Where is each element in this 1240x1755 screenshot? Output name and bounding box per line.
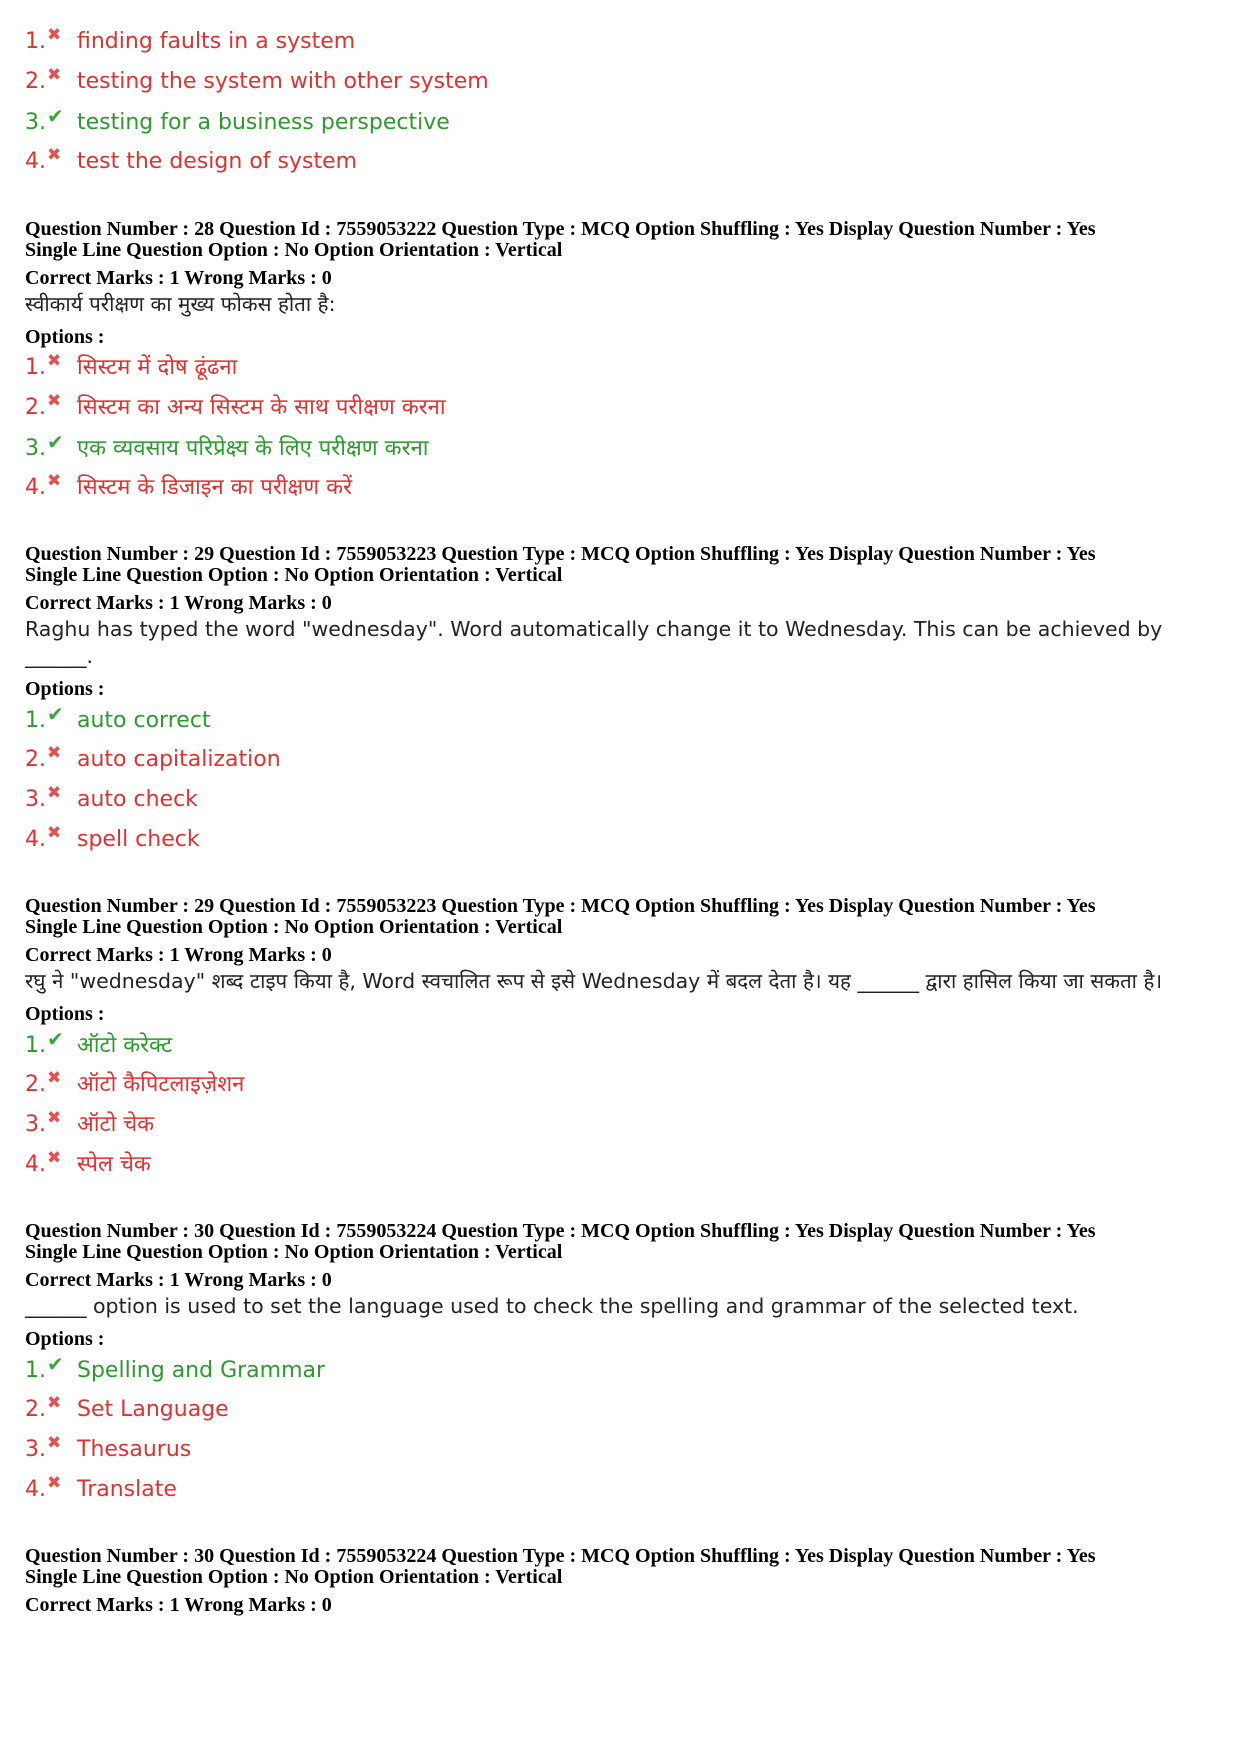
option-item	[25, 1350, 1240, 1390]
option-text: Spelling and Grammar	[77, 1358, 326, 1383]
option-number: 2.	[25, 395, 46, 420]
question-marks: Correct Marks : 1 Wrong Marks : 0	[25, 1594, 332, 1616]
question-meta-line1: Question Number : 30 Question Id : 7559053224 Question Type : MCQ Option Shuffling : Yes Display Question Number : Yes	[25, 1220, 1096, 1242]
cross-icon: ✖	[47, 1473, 62, 1493]
option-text: Set Language	[77, 1397, 229, 1422]
question-meta-line1: Question Number : 29 Question Id : 7559053223 Question Type : MCQ Option Shuffling : Yes Display Question Number : Yes	[25, 895, 1096, 917]
cross-icon: ✖	[47, 1393, 62, 1413]
option-item	[25, 1145, 1240, 1185]
option-text: स्पेल चेक	[77, 1152, 151, 1177]
question-meta-line2: Single Line Question Option : No Option Orientation : Vertical	[25, 1241, 563, 1263]
question-marks: Correct Marks : 1 Wrong Marks : 0	[25, 592, 332, 614]
option-text: testing for a business perspective	[77, 110, 450, 135]
question-block	[25, 896, 1240, 1185]
question-block	[25, 1221, 1240, 1510]
question-text: स्वीकार्य परीक्षण का मुख्य फोकस होता है:	[25, 292, 336, 316]
option-item	[25, 102, 1240, 142]
options-list	[25, 348, 1240, 508]
option-number: 3.	[25, 110, 46, 135]
question-meta-line2: Single Line Question Option : No Option Orientation : Vertical	[25, 564, 563, 586]
cross-icon: ✖	[47, 145, 62, 165]
question-block	[25, 219, 1240, 508]
options-list	[25, 700, 1240, 860]
question-block	[25, 544, 1240, 860]
cross-icon: ✖	[47, 351, 62, 371]
check-icon: ✔	[47, 1352, 64, 1376]
cross-icon: ✖	[47, 65, 62, 85]
top-options-list	[25, 0, 1240, 182]
check-icon: ✔	[47, 104, 64, 128]
option-text: सिस्टम में दोष ढूंढना	[77, 355, 238, 380]
cross-icon: ✖	[47, 391, 62, 411]
options-label: Options :	[25, 678, 105, 700]
question-meta-line1: Question Number : 29 Question Id : 7559053223 Question Type : MCQ Option Shuffling : Yes Display Question Number : Yes	[25, 543, 1096, 565]
option-item	[25, 740, 1240, 780]
options-list	[25, 1350, 1240, 1510]
cross-icon: ✖	[47, 471, 62, 491]
options-label: Options :	[25, 326, 105, 348]
option-item	[25, 348, 1240, 388]
option-text: auto correct	[77, 708, 211, 733]
option-number: 4.	[25, 475, 46, 500]
cross-icon: ✖	[47, 783, 62, 803]
question-meta-line1: Question Number : 30 Question Id : 7559053224 Question Type : MCQ Option Shuffling : Yes Display Question Number : Yes	[25, 1545, 1096, 1567]
cross-icon: ✖	[47, 25, 62, 45]
option-item	[25, 1390, 1240, 1430]
option-number: 4.	[25, 149, 46, 174]
option-item	[25, 1470, 1240, 1510]
question-meta-line2: Single Line Question Option : No Option Orientation : Vertical	[25, 239, 563, 261]
option-text: finding faults in a system	[77, 29, 356, 54]
cross-icon: ✖	[47, 743, 62, 763]
option-number: 2.	[25, 69, 46, 94]
option-item	[25, 1105, 1240, 1145]
option-number: 3.	[25, 1437, 46, 1462]
option-number: 3.	[25, 787, 46, 812]
option-number: 2.	[25, 747, 46, 772]
option-text: एक व्यवसाय परिप्रेक्ष्य के लिए परीक्षण करना	[77, 436, 429, 461]
option-item	[25, 22, 1240, 62]
option-text: सिस्टम का अन्य सिस्टम के साथ परीक्षण करना	[77, 395, 446, 420]
option-number: 4.	[25, 827, 46, 852]
question-meta-line1: Question Number : 28 Question Id : 7559053222 Question Type : MCQ Option Shuffling : Yes Display Question Number : Yes	[25, 218, 1096, 240]
option-number: 2.	[25, 1072, 46, 1097]
question-marks: Correct Marks : 1 Wrong Marks : 0	[25, 267, 332, 289]
option-text: testing the system with other system	[77, 69, 489, 94]
option-text: spell check	[77, 827, 200, 852]
option-number: 1.	[25, 1358, 46, 1383]
check-icon: ✔	[47, 430, 64, 454]
question-meta-line2: Single Line Question Option : No Option Orientation : Vertical	[25, 1566, 563, 1588]
option-number: 1.	[25, 355, 46, 380]
options-label: Options :	[25, 1003, 105, 1025]
option-text: auto capitalization	[77, 747, 281, 772]
option-text: ऑटो कैपिटलाइज़ेशन	[77, 1072, 245, 1097]
question-marks: Correct Marks : 1 Wrong Marks : 0	[25, 1269, 332, 1291]
options-list	[25, 1025, 1240, 1185]
question-meta-line2: Single Line Question Option : No Option Orientation : Vertical	[25, 916, 563, 938]
option-number: 4.	[25, 1477, 46, 1502]
option-item	[25, 780, 1240, 820]
option-text: test the design of system	[77, 149, 358, 174]
option-item	[25, 1065, 1240, 1105]
option-number: 2.	[25, 1397, 46, 1422]
option-number: 3.	[25, 1112, 46, 1137]
options-label: Options :	[25, 1328, 105, 1350]
question-text: Raghu has typed the word "wednesday". Word automatically change it to Wednesday. This can be achieved by ______.	[25, 617, 1163, 668]
option-item	[25, 388, 1240, 428]
cross-icon: ✖	[47, 1108, 62, 1128]
option-number: 1.	[25, 708, 46, 733]
option-item	[25, 468, 1240, 508]
cross-icon: ✖	[47, 1148, 62, 1168]
option-text: auto check	[77, 787, 198, 812]
check-icon: ✔	[47, 1027, 64, 1051]
option-item	[25, 62, 1240, 102]
option-text: Translate	[77, 1477, 177, 1502]
option-item	[25, 820, 1240, 860]
check-icon: ✔	[47, 702, 64, 726]
option-item	[25, 428, 1240, 468]
option-text: Thesaurus	[77, 1437, 192, 1462]
option-text: ऑटो करेक्ट	[77, 1033, 173, 1058]
cross-icon: ✖	[47, 823, 62, 843]
cross-icon: ✖	[47, 1433, 62, 1453]
cross-icon: ✖	[47, 1068, 62, 1088]
option-text: सिस्टम के डिजाइन का परीक्षण करें	[77, 475, 353, 500]
question-text: रघु ने "wednesday" शब्द टाइप किया है, Word स्वचालित रूप से इसे Wednesday में बदल देता है। यह ______ द्वारा हासिल किया जा सकता है।	[25, 969, 1163, 993]
option-text: ऑटो चेक	[77, 1112, 155, 1137]
option-item	[25, 1430, 1240, 1470]
option-number: 4.	[25, 1152, 46, 1177]
question-text: ______ option is used to set the language used to check the spelling and grammar of the selected text.	[25, 1294, 1079, 1318]
option-number: 1.	[25, 29, 46, 54]
option-item	[25, 1025, 1240, 1065]
option-item	[25, 142, 1240, 182]
question-marks: Correct Marks : 1 Wrong Marks : 0	[25, 944, 332, 966]
option-item	[25, 700, 1240, 740]
question-block	[25, 1546, 1240, 1616]
option-number: 3.	[25, 436, 46, 461]
option-number: 1.	[25, 1033, 46, 1058]
